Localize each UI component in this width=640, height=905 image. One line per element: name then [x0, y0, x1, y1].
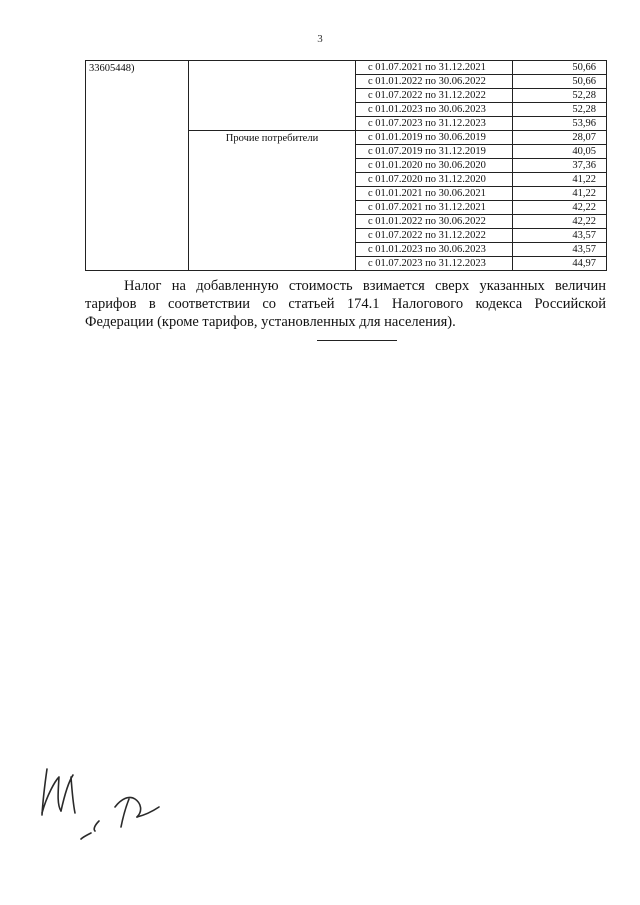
- table-row: [86, 61, 607, 75]
- period-cell: с 01.07.2023 по 31.12.2023: [356, 257, 513, 271]
- period-cell: с 01.01.2023 по 30.06.2023: [356, 243, 513, 257]
- tariff-value-cell: 52,28: [513, 103, 607, 117]
- tariff-value-cell: 52,28: [513, 89, 607, 103]
- period-cell: с 01.07.2021 по 31.12.2021: [356, 201, 513, 215]
- signature-strokes: [42, 769, 159, 839]
- tariff-value-cell: 40,05: [513, 145, 607, 159]
- period-cell: с 01.07.2019 по 31.12.2019: [356, 145, 513, 159]
- end-separator-line: [317, 340, 397, 341]
- period-cell: с 01.01.2022 по 30.06.2022: [356, 215, 513, 229]
- tariff-table: [85, 60, 607, 271]
- tariff-value-cell: 43,57: [513, 229, 607, 243]
- tariff-table-body: [86, 61, 607, 271]
- tariff-value-cell: 53,96: [513, 117, 607, 131]
- period-cell: с 01.01.2023 по 30.06.2023: [356, 103, 513, 117]
- tariff-value-cell: 41,22: [513, 187, 607, 201]
- period-cell: с 01.07.2023 по 31.12.2023: [356, 117, 513, 131]
- tariff-value-cell: 28,07: [513, 131, 607, 145]
- page-number: 3: [317, 33, 323, 45]
- tariff-value-cell: 44,97: [513, 257, 607, 271]
- tariff-value-cell: 42,22: [513, 215, 607, 229]
- tariff-value-cell: 50,66: [513, 75, 607, 89]
- period-cell: с 01.01.2021 по 30.06.2021: [356, 187, 513, 201]
- vat-note: Налог на добавленную стоимость взимается сверх указанных величин тарифов в соответствии со статьей 174.1 Налогового кодекса Российской Федерации (кроме тарифов, установленных для населения).: [85, 278, 606, 330]
- period-cell: с 01.07.2020 по 31.12.2020: [356, 173, 513, 187]
- tariff-value-cell: 43,57: [513, 243, 607, 257]
- tariff-value-cell: 37,36: [513, 159, 607, 173]
- period-cell: с 01.07.2022 по 31.12.2022: [356, 89, 513, 103]
- period-cell: с 01.01.2019 по 30.06.2019: [356, 131, 513, 145]
- period-cell: с 01.07.2021 по 31.12.2021: [356, 61, 513, 75]
- tariff-value-cell: 41,22: [513, 173, 607, 187]
- handwritten-initials-signature: [25, 755, 170, 850]
- tariff-value-cell: 42,22: [513, 201, 607, 215]
- period-cell: с 01.07.2022 по 31.12.2022: [356, 229, 513, 243]
- period-cell: с 01.01.2022 по 30.06.2022: [356, 75, 513, 89]
- consumer-group-cell: Прочие потребители: [189, 131, 356, 271]
- period-cell: с 01.01.2020 по 30.06.2020: [356, 159, 513, 173]
- consumer-group-cell-blank: [189, 61, 356, 131]
- organization-cell: 33605448): [86, 61, 189, 271]
- tariff-value-cell: 50,66: [513, 61, 607, 75]
